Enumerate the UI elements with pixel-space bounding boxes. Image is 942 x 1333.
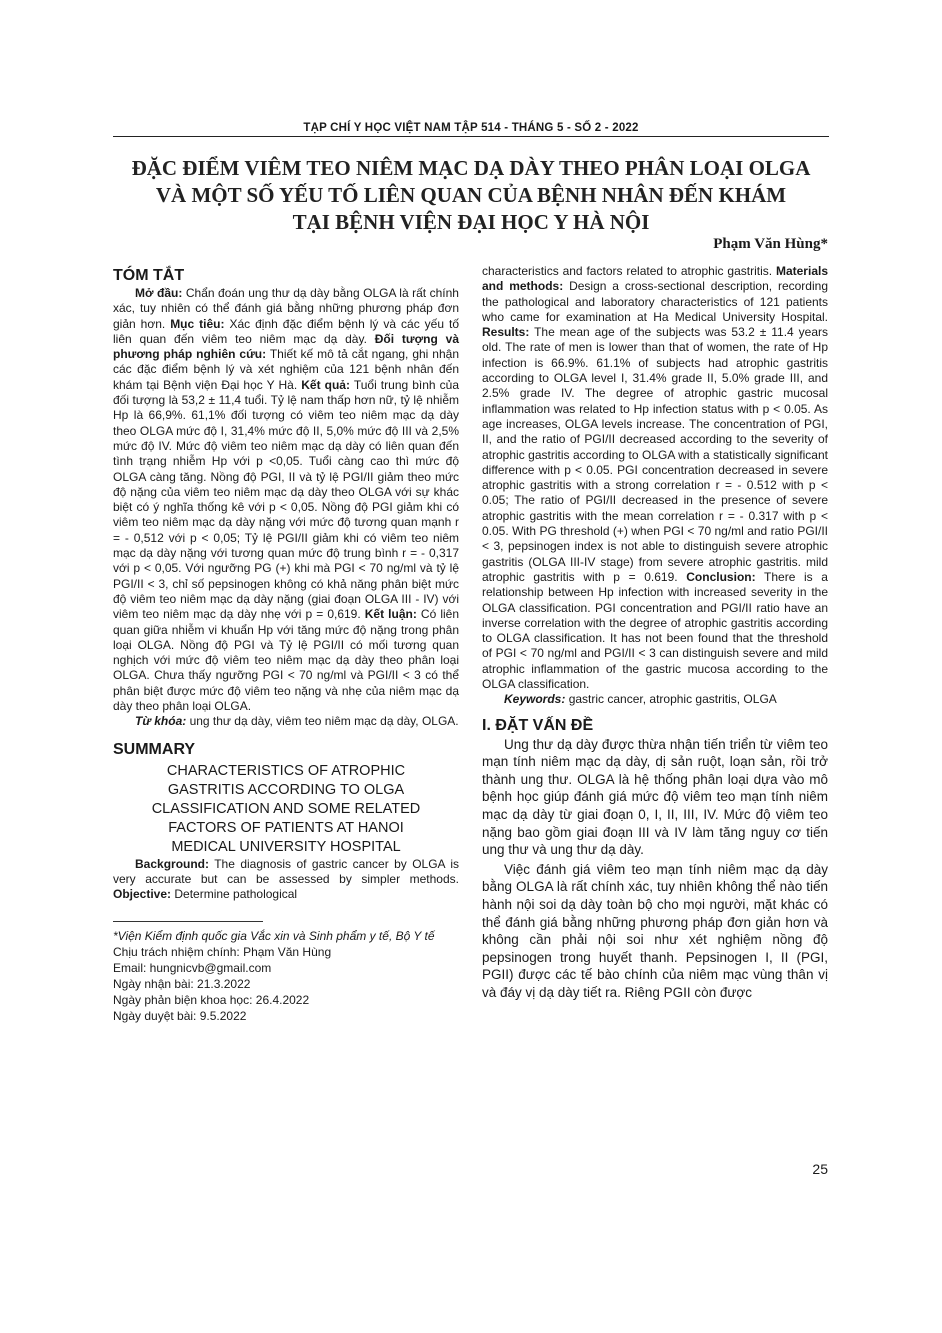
label-mo-dau: Mở đầu: [135,286,183,300]
summary-abstract-continued [482,264,828,692]
text-mo-dau: Chẩn đoán ung thư dạ dày bằng OLGA là rất chính xác, tuy nhiên có thể đánh giá bằng những phương pháp đơn giản hơn. [113,286,459,331]
text-materials-methods: Design a cross-sectional description, recording the pathological and laboratory characteristics of 121 patients who came for examination at Ha Medical University Hospital. [482,279,828,324]
summary-title-line: CLASSIFICATION AND SOME RELATED [151,800,421,817]
responsible-author: Chịu trách nhiệm chính: Phạm Văn Hùng [113,944,332,959]
page-number: 25 [812,1161,828,1177]
date-reviewed: Ngày phản biện khoa học: 26.4.2022 [113,992,310,1007]
keywords-text: ung thư dạ dày, viêm teo niêm mạc dạ dày, OLGA. [186,714,459,729]
header-rule [113,136,829,137]
title-line: TẠI BỆNH VIỆN ĐẠI HỌC Y HÀ NỘI [292,210,650,234]
tomtat-keywords [113,714,459,729]
left-column [113,266,459,1024]
text-objective-cont: characteristics and factors related to atrophic gastritis. [482,264,776,278]
tomtat-abstract [113,286,459,714]
text-objective: Determine pathological [171,887,298,902]
right-column [482,264,828,1002]
summary-title-line: CHARACTERISTICS OF ATROPHIC [166,762,406,779]
email: Email: hungnicvb@gmail.com [113,960,272,975]
label-muc-tieu: Mục tiêu: [170,316,225,331]
title-line: ĐẶC ĐIỂM VIÊM TEO NIÊM MẠC DẠ DÀY THEO PHÂN LOẠI OLGA [131,156,811,180]
label-results: Results: [482,325,530,340]
keywords-text-en: gastric cancer, atrophic gastritis, OLGA [565,692,777,707]
summary-title [133,762,439,857]
summary-heading: SUMMARY [113,740,196,758]
date-approved: Ngày duyệt bài: 9.5.2022 [113,1008,247,1023]
intro-paragraph: Ung thư dạ dày được thừa nhận tiến triển từ viêm teo mạn tính niêm mạc dạ dày, dị sản ruột, loạn sản, rồi trở thành ung thư. OLGA là hệ thống phân loại dựa vào mô bệnh học giúp đánh giá mức độ viêm teo mạn tính niêm mạc dạ dày từ giai đoạn 0, I, II, III, IV. Mức độ viêm teo nặng bao gồm giai đoạn III và IV làm tăng nguy cơ tiến ung thư và ung thư dạ dày. [482,736,828,858]
date-received: Ngày nhận bài: 21.3.2022 [113,976,251,991]
article-title [113,155,829,236]
text-ket-luan: Có liên quan giữa nhiễm vi khuẩn Hp với tăng mức độ nặng trong phân loại OLGA. Nồng độ PGI và Tỷ lệ PGI/II có mối tương quan nghịch với mức độ viêm teo niêm mạc dạ dày theo phân loại OLGA. Chưa thấy ngưỡng PGI < 70 ng/ml và PGI/II < 3 có thể phân biệt được mức độ viêm teo nặng và nhẹ của niêm mạc dạ dày theo phân loại OLGA. [113,607,460,714]
label-ket-luan: Kết luận: [364,607,417,622]
text-ket-qua: Tuổi trung bình của đối tượng là 53,2 ± 11,4 tuổi. Tỷ lệ nam thấp hơn nữ, tỷ lệ nhiễm Hp là 66,9%. 61,1% đối tượng có viêm teo niêm mạc dạ dày theo OLGA mức độ I, 31,4% mức độ II, 5,0% mức độ III và 2,5% mức độ IV. Mức độ viêm teo niêm mạc dạ dày có liên quan đến tình trạng nhiễm Hp với p <0,05. Tuổi càng cao thì mức độ OLGA càng tăng. Nồng độ PGI, II và tỷ lệ PGI/II giảm theo mức độ nặng của viêm teo niêm mạc dạ dày theo OLGA với sự khác biệt có ý nghĩa thống kê với p < 0,05. Nồng độ PGI giảm khi có viêm teo niêm mạc dạ dày nặng với mức độ tương quan mạnh r = - 0,512 với p < 0,05; Tỷ lệ PGI/II giảm khi có viêm teo niêm mạc dạ dày nặng với tương quan mức độ trung bình r = - 0,317 với p < 0,05. Với ngưỡng PG (+) khi mà PGI < 70 ng/ml và tỷ lệ PGI/II < 3, chỉ số pepsinogen không có khả năng phân biệt mức độ viêm teo niêm mạc dạ dày nặng (giai đoạn OLGA III - IV) với viêm teo niêm mạc dạ dày nhẹ với p = 0,619. [113,377,460,622]
summary-title-line: FACTORS OF PATIENTS AT HANOI [168,819,404,836]
label-doi-tuong: Đối tượng và phương pháp nghiên cứu: [113,331,459,362]
label-background: Background: [135,856,210,871]
label-conclusion: Conclusion: [686,569,756,584]
text-background: The diagnosis of gastric cancer by OLGA is very accurate but can be assessed by simpler methods. [113,856,459,886]
label-ket-qua: Kết quả: [301,377,350,392]
label-materials-methods: Materials and methods: [482,264,828,294]
text-conclusion: There is a relationship between Hp infection with increased severity in the OLGA classification. PGI concentration and PGI/II ratio have an inverse correlation with the degree of atrophic gastritis according to OLGA classification. It has not been found that the threshold of PGI < 70 ng/ml and PGI/II < 3 can distinguish severe and mild atrophic inflammation of the gastric mucosa according to the OLGA classification. [482,569,828,692]
footnote-rule [113,921,263,922]
footnotes [113,928,459,1024]
title-line: VÀ MỘT SỐ YẾU TỐ LIÊN QUAN CỦA BỆNH NHÂN ĐẾN KHÁM [155,183,787,207]
section-heading: I. ĐẶT VẤN ĐỀ [482,716,594,734]
keywords-label-en: Keywords: [504,692,566,707]
label-objective: Objective: [113,887,172,902]
intro-paragraph: Việc đánh giá viêm teo mạn tính niêm mạc dạ dày bằng OLGA là rất chính xác, tuy nhiên không thể nào tiến hành nội soi dạ dày toàn bộ cho mọi người, mặt khác có thể đánh giá bằng những phương pháp đơn giản hơn và không cần phải nội soi như xét nghiệm nồng độ pepsinogen trong huyết thanh. Pepsinogen I, II (PGI, PGII) được các tế bào chính của niêm mạc vùng thân vị và đáy vị dạ dày tiết ra. Riêng PGII còn được [482,861,828,1000]
affiliation: *Viện Kiểm định quốc gia Vắc xin và Sinh phẩm y tế, Bộ Y tế [113,928,435,943]
summary-title-line: MEDICAL UNIVERSITY HOSPITAL [171,838,401,855]
keywords-label: Từ khóa: [135,714,187,729]
text-muc-tieu: Xác định đặc điểm bệnh lý và các yếu tố liên quan đến viêm teo niêm mạc dạ dày. [113,316,459,346]
summary-background [113,857,459,903]
summary-keywords [482,692,828,707]
author: Phạm Văn Hùng* [713,236,828,252]
tomtat-heading: TÓM TẮT [113,267,185,284]
journal-header: TẠP CHÍ Y HỌC VIỆT NAM TẬP 514 - THÁNG 5 - SỐ 2 - 2022 [303,122,639,134]
summary-title-line: GASTRITIS ACCORDING TO OLGA [167,781,405,798]
text-results: The mean age of the subjects was 53.2 ± 11.4 years old. The rate of men is lower than that of women, the rate of Hp infection is 66.9%. 61.1% of subjects had atrophic gastritis according to OLGA level I, 31.4% grade II, 5.0% grade III, and 2.5% grade IV. The degree of atrophic gastric mucosal inflammation was related to Hp infection status with p < 0.05. As age increases, OLGA levels increase. The concentration of PGI, II, and the ratio of PGI/II decreased according to the severity of atrophic gastritis according to OLGA with a statistically significant difference with p < 0.05. PGI concentration decreased in severe atrophic gastritis with a strong correlation r = - 0.512 with p < 0.05; The ratio of PGI/II decreased in the presence of severe atrophic gastritis with the mean correlation r = - 0.317 with p < 0.05. With PG threshold (+) when PGI < 70 ng/ml and ratio PGI/II < 3, pepsinogen index is not able to distinguish severe atrophic gastritis (OLGA III-IV stage) from severe atrophic gastritis. mild atrophic gastritis with p = 0.619. [482,325,828,584]
text-doi-tuong: Thiết kế mô tả cắt ngang, ghi nhận các đặc điểm bệnh lý và xét nghiệm của 121 bệnh nhân đến khám tại Bệnh viện Đại học Y Hà. [113,347,460,392]
